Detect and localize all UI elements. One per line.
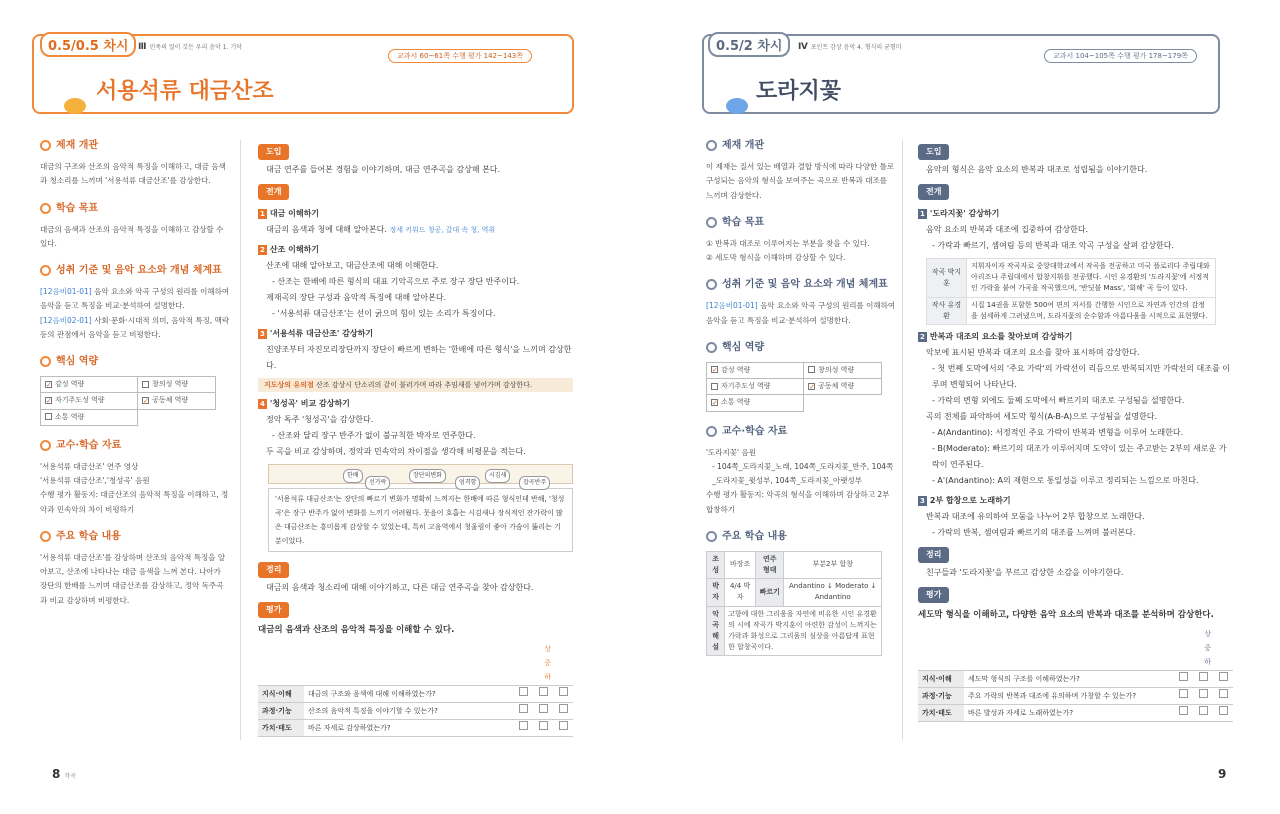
step-2-line: - 첫 번째 도막에서의 '주요 가락'의 가락선이 리듬으로 반복되지만 가락선의 대조를 이루며 변형되어 나타난다.: [932, 363, 1231, 389]
unit-number: Ⅲ: [138, 42, 147, 52]
checkbox-icon[interactable]: [1219, 689, 1228, 698]
keyword-badge: 정세 키워드 청공, 갈대 속 청, 역취: [389, 226, 496, 234]
table-row: 작사 유경환 시집 14권을 포함한 500여 편의 저서를 간행한 시인으로 자연과 인간의 감정을 섬세하게 그려냈으며, 도라지꽃의 순수함과 아름다움을 시적으로 표현했다.: [927, 297, 1216, 324]
mascot-icon: [64, 98, 86, 114]
step-3-line: 반복과 대조에 유의하여 모둠을 나누어 2부 합창으로 노래한다.: [926, 511, 1145, 521]
competency-item[interactable]: ✓감성 역량: [41, 377, 138, 393]
checkbox-checked-icon: [711, 366, 718, 373]
page-title: 서용석류 대금산조: [96, 79, 274, 104]
table-row: 과정·기능 주요 가락의 반복과 대조에 유의하며 가창할 수 있는가?: [918, 687, 1233, 704]
step-1-text: 대금의 음색과 청에 대해 알아본다. 정세 키워드 청공, 갈대 속 청, 역취: [266, 225, 496, 234]
competency-item[interactable]: 창의성 역량: [804, 362, 882, 378]
step-2-line: 산조에 대해 알아보고, 대금산조에 대해 이해한다.: [266, 261, 439, 270]
competency-item[interactable]: 소통 역량: [41, 409, 138, 425]
checkbox-icon[interactable]: [519, 721, 528, 730]
standard-text: 사회·문화·시대적 의미, 음악적 특징, 맥락 등의 관점에서 음악을 듣고 비평한다.: [40, 315, 230, 339]
eval-scale: 상 중 하: [1173, 626, 1233, 671]
standard-text: 음악 요소와 악곡 구성의 원리를 이해하여 음악을 듣고 특징을 비교·분석하여 설명한다.: [706, 301, 896, 325]
checkbox-icon: [45, 413, 52, 420]
intro-text: 음악의 형식은 음악 요소의 반복과 대조로 성립됨을 이야기한다.: [926, 165, 1148, 174]
sidebar: [40, 136, 230, 608]
checkbox-icon: [711, 383, 718, 390]
lesson-flow: [258, 138, 573, 737]
step-2-line: 곡의 전체를 파악하여 세도막 형식(A-B-A)으로 구성됨을 설명한다.: [926, 411, 1158, 421]
wrap-tab: 정리: [918, 547, 949, 563]
checkbox-icon: [142, 381, 149, 388]
goal-item: ① 반복과 대조로 이루어지는 부분을 찾을 수 있다.: [706, 238, 870, 248]
checkbox-icon[interactable]: [1199, 672, 1208, 681]
standard-1: [706, 299, 896, 328]
lesson-badge: 0.5/2 차시: [708, 32, 790, 57]
goal-title: 학습 목표: [40, 199, 230, 218]
competency-title: 핵심 역량: [706, 338, 896, 357]
eval-question: 세도막 형식을 이해하고, 다양한 음악 요소의 반복과 대조를 분석하며 감상한다.: [918, 609, 1214, 620]
development-tab: 전개: [258, 184, 289, 200]
unit-number: Ⅳ: [798, 42, 808, 52]
standard-title: 성취 기준 및 음악 요소와 개념 체계표: [706, 275, 896, 294]
competency-item[interactable]: 창의성 역량: [138, 377, 216, 393]
step-number: 4: [260, 400, 265, 408]
step-2-line: - 가락의 변형 외에도 둘째 도막에서 빠르기의 대조로 구성됨을 설명한다.: [932, 395, 1185, 405]
kit-tag: 장단의변화: [409, 469, 446, 483]
step-3-title: 3 2부 합창으로 노래하기: [920, 495, 1011, 505]
step-number: 1: [920, 210, 925, 218]
intro-tab: 도입: [258, 144, 289, 160]
material-item: '도라지꽃' 음원: [706, 447, 756, 457]
keyword-kit: [268, 464, 573, 484]
step-4-line: 두 곡을 비교 감상하며, 정악과 민속악의 차이점을 생각해 비평문을 적는다.: [266, 447, 526, 456]
checkbox-icon[interactable]: [559, 687, 568, 696]
page-reference: 교과서 60~61쪽 수행 평가 142~143쪽: [388, 49, 532, 63]
checkbox-icon[interactable]: [559, 704, 568, 713]
material-item: 수행 평가 활동지: 대금산조의 음악적 특징을 이해하고, 정악과 민속악의 차이 비평하기: [40, 490, 229, 514]
composer-info-table: [926, 258, 1216, 325]
step-2-line: 제재곡의 장단 구성과 음악적 특징에 대해 알아본다.: [266, 293, 447, 302]
checkbox-icon[interactable]: [519, 704, 528, 713]
table-row: 작곡 박지훈 지휘자이자 작곡자로 중앙대학교에서 작곡을 전공하고 미국 플로리다 주립대와 아리조나 주립대에서 합창지휘를 전공했다. 시인 유경환의 '도라지꽃'에 서정적인 가락을 붙여 가곡을 작곡했으며, '반딧불 Mass', '회해' 곡 등이 있다.: [927, 259, 1216, 298]
checkbox-icon[interactable]: [539, 721, 548, 730]
competency-table: [40, 376, 216, 426]
overview-title: 제재 개관: [40, 136, 230, 155]
table-row: 박자 4/4 박자 빠르기 Andantino ↓ Moderato ↓ Andantino: [707, 579, 882, 606]
checkbox-checked-icon: [45, 397, 52, 404]
goal-title: 학습 목표: [706, 213, 896, 232]
overview-title: 제재 개관: [706, 136, 896, 155]
step-number: 3: [260, 330, 265, 338]
right-page: [640, 0, 1280, 814]
page-reference: 교과서 104~105쪽 수행 평가 178~179쪽: [1044, 49, 1197, 63]
mascot-icon: [726, 98, 748, 114]
checkbox-checked-icon: [45, 381, 52, 388]
unit-line: [138, 42, 242, 52]
column-divider: [240, 140, 241, 740]
kit-tag: 시김새: [485, 469, 510, 483]
step-2-line: - '서용석류 대금산조'는 선이 굵으며 힘이 있는 소리가 특징이다.: [272, 309, 496, 318]
material-item: - 104쪽_도라지꽃_노래, 104쪽_도라지꽃_반주, 104쪽_도라지꽃_윗성부, 104쪽_도라지꽃_아랫성부: [712, 461, 894, 486]
table-row: 조성 바장조 연주 형태 부분2부 합창: [707, 551, 882, 578]
competency-item[interactable]: ✓감성 역량: [707, 362, 804, 378]
wrap-text: 친구들과 '도라지꽃'을 부르고 감상한 소감을 이야기한다.: [926, 567, 1124, 577]
standard-2: [40, 314, 230, 343]
step-2-line: - B(Moderato): 빠르기의 대조가 이루어지며 도약이 있는 주고받는 2부의 새로운 가락이 연주된다.: [932, 443, 1227, 469]
step-4-line: - 산조와 달리 장구 반주가 없이 불규칙한 박자로 연주한다.: [272, 431, 476, 440]
competency-item[interactable]: ✓ 공동체 역량: [804, 379, 882, 395]
material-item: '서용석류 대금산조' 연주 영상: [40, 461, 139, 471]
standard-1: [40, 285, 230, 314]
content-title: 주요 학습 내용: [40, 527, 230, 546]
teaching-note: 지도상의 유의점 산조 감상시 단소리의 같이 불러가며 따라 추임새를 넣어가며 감상한다.: [258, 378, 573, 392]
step-number: 2: [260, 246, 265, 254]
kit-tag: 엄격함: [455, 476, 480, 490]
checkbox-icon[interactable]: [1179, 689, 1188, 698]
eval-table: [258, 641, 573, 737]
table-row: 지식·이해 세도막 형식의 구조를 이해하였는가?: [918, 670, 1233, 687]
wrap-tab: 정리: [258, 562, 289, 578]
competency-item[interactable]: 자기주도성 역량: [707, 379, 804, 395]
step-1-title: 1 대금 이해하기: [260, 209, 320, 218]
step-1-line: - 가락과 빠르기, 셈여림 등의 반복과 대조 악곡 구성을 살펴 감상한다.: [932, 241, 1175, 250]
material-item: 수행 평가 활동지: 악곡의 형식을 이해하며 감상하고 2부 합창하기: [706, 490, 890, 514]
unit-text: 포인트 감상 음악 4. 형식의 균형미: [810, 44, 902, 51]
content-title: 주요 학습 내용: [706, 527, 896, 546]
checkbox-icon[interactable]: [539, 704, 548, 713]
step-2-line: - A'(Andantino): A의 재현으로 통일성을 이루고 정리되는 느낌으로 마친다.: [932, 475, 1199, 485]
step-2-line: - 산조는 한배에 따른 형식의 대표 기악곡으로 주로 장구 장단 반주이다.: [272, 277, 520, 286]
lesson-flow: [918, 138, 1233, 722]
competency-item[interactable]: ✓ 공동체 역량: [138, 393, 216, 409]
competency-title: 핵심 역량: [40, 352, 230, 371]
material-title: 교수·학습 자료: [40, 436, 230, 455]
step-1-title: 1 '도라지꽃' 감상하기: [920, 209, 1000, 218]
step-3-text: 진양조부터 자진모리장단까지 장단이 빠르게 변하는 '한배에 따른 형식'을 느끼며 감상한다.: [266, 345, 572, 370]
checkbox-icon: [808, 366, 815, 373]
wrap-text: 대금의 음색과 청소리에 대해 이야기하고, 다른 대금 연주곡을 찾아 감상한다.: [266, 583, 534, 592]
standard-title: 성취 기준 및 음악 요소와 개념 체계표: [40, 261, 230, 280]
competency-item[interactable]: ✓자기주도성 역량: [41, 393, 138, 409]
kit-tag: 한배: [343, 469, 363, 483]
kit-tag: 선가락: [365, 476, 390, 490]
material-item: '서용석류 대금산조','청성곡' 음원: [40, 476, 150, 486]
intro-tab: 도입: [918, 144, 949, 160]
example-answer-box: '서용석류 대금산조'는 장단의 빠르기 변화가 명확히 느껴지는 한배에 따른 형식인데 반해, '청성곡'은 장구 반주가 없어 변화를 느끼기 어려웠다. 뭇음이 호흡는 시김새나 장식적인 잔가락이 많은 대금산조는 흥미롭게 감상할 수 있었는데, 특히 고음역에서 청울림이 좋아 가슴이 뚫리는 기분이었다.: [268, 488, 573, 552]
eval-table: [918, 626, 1233, 722]
goal-text: 대금의 음색과 산조의 음악적 특징을 이해하고 감상할 수 있다.: [40, 224, 224, 248]
overview-text: 대금의 구조와 산조의 음악적 특징을 이해하고, 대금 음색과 청소리를 느끼며 '서용석류 대금산조'를 감상한다.: [40, 162, 226, 186]
step-1-line: 음악 요소의 반복과 대조에 집중하여 감상한다.: [926, 225, 1089, 234]
checkbox-icon[interactable]: [539, 687, 548, 696]
music-info-table: [706, 551, 882, 657]
development-tab: 전개: [918, 184, 949, 200]
step-2-line: 악보에 표시된 반복과 대조의 요소를 찾아 표시하며 감상한다.: [926, 347, 1140, 357]
lesson-badge: 0.5/0.5 차시: [40, 32, 136, 57]
step-number: 3: [920, 496, 925, 505]
step-3-line: - 가락의 반복, 셈여림과 빠르기의 대조를 느껴며 불러본다.: [932, 527, 1136, 537]
checkbox-icon[interactable]: [1199, 689, 1208, 698]
standard-text: 음악 요소와 악곡 구성의 원리를 이해하여 음악을 듣고 특징을 비교·분석하여 설명한다.: [40, 287, 230, 311]
table-row: 지식·이해 대금의 구조와 음색에 대해 이해하였는가?: [258, 686, 573, 703]
step-2-title: 2 산조 이해하기: [260, 245, 320, 254]
checkbox-checked-icon: [142, 397, 149, 404]
checkbox-icon[interactable]: [519, 687, 528, 696]
step-4-title: 4 '청성곡' 비교 감상하기: [260, 399, 350, 408]
checkbox-icon[interactable]: [1219, 672, 1228, 681]
page-title: 도라지꽃: [756, 79, 842, 104]
eval-tab: 평가: [918, 587, 949, 603]
table-row: 악곡 해설 고향에 대한 그리움을 자연에 비유한 시인 유경환의 시에 작곡가 박지훈이 아련한 감성이 느껴지는 가락과 화성으로 그리움의 심상을 아름답게 표현한 합창곡이다.: [707, 606, 882, 656]
step-number: 1: [260, 210, 265, 218]
step-3-title: 3 '서용석류 대금산조' 감상하기: [260, 329, 374, 338]
table-row: 가치·태도 바른 자세로 감상하였는가?: [258, 720, 573, 737]
checkbox-icon[interactable]: [1179, 706, 1188, 715]
checkbox-icon[interactable]: [1219, 706, 1228, 715]
standard-code: [12음비01-01]: [706, 301, 758, 311]
checkbox-icon[interactable]: [1179, 672, 1188, 681]
competency-table: [706, 362, 882, 412]
step-2-title: 2 반복과 대조의 요소를 찾아보며 감상하기: [920, 331, 1073, 341]
unit-text: 민족의 얼이 깃든 우리 음악 1. 기악: [149, 44, 243, 51]
step-number: 2: [920, 332, 925, 341]
kit-tag: 잡곡반주: [519, 476, 550, 490]
checkbox-icon[interactable]: [559, 721, 568, 730]
intro-text: 대금 연주를 들어본 경험을 이야기하며, 대금 연주곡을 감상해 본다.: [266, 165, 501, 174]
table-row: 과정·기능 산조의 음악적 특징을 이야기할 수 있는가?: [258, 703, 573, 720]
content-text: '서용석류 대금산조'를 감상하며 산조의 음악적 특징을 알아보고, 산조에 나타나는 대금 음색을 느껴 본다. 나아가 장단의 한배를 느끼며 대금산조를 감상하고, 정악 독주곡과 비교 감상하며 비평한다.: [40, 552, 226, 605]
eval-scale: 상 중 하: [513, 641, 573, 686]
standard-code: [12음비02-01]: [40, 315, 92, 325]
checkbox-checked-icon: [711, 399, 718, 406]
standard-code: [12음비01-01]: [40, 287, 92, 296]
eval-question: 대금의 음색과 산조의 음악적 특징을 이해할 수 있다.: [258, 625, 455, 635]
page-number: 9: [1218, 767, 1227, 781]
material-title: 교수·학습 자료: [706, 422, 896, 441]
eval-tab: 평가: [258, 602, 289, 618]
step-2-line: - A(Andantino): 서정적인 주요 가락이 반복과 변형을 이루어 노래한다.: [932, 427, 1184, 437]
checkbox-icon[interactable]: [1199, 706, 1208, 715]
goal-item: ② 세도막 형식을 이해하며 감상할 수 있다.: [706, 253, 846, 262]
step-4-line: 정악 독주 '청성곡'을 감상한다.: [266, 415, 374, 424]
column-divider: [902, 140, 903, 740]
overview-text: 이 제재는 질서 있는 배열과 결합 방식에 따라 다양한 틀로 구성되는 음악의 형식을 보여주는 곡으로 반복과 대조를 느끼며 감상한다.: [706, 162, 895, 200]
page-number: 8 작곡: [52, 767, 76, 781]
competency-item[interactable]: ✓소통 역량: [707, 395, 804, 411]
table-row: 가치·태도 바른 발성과 자세로 노래하였는가?: [918, 704, 1233, 721]
checkbox-checked-icon: [808, 383, 815, 390]
sidebar: [706, 136, 896, 656]
unit-line: [798, 42, 902, 52]
